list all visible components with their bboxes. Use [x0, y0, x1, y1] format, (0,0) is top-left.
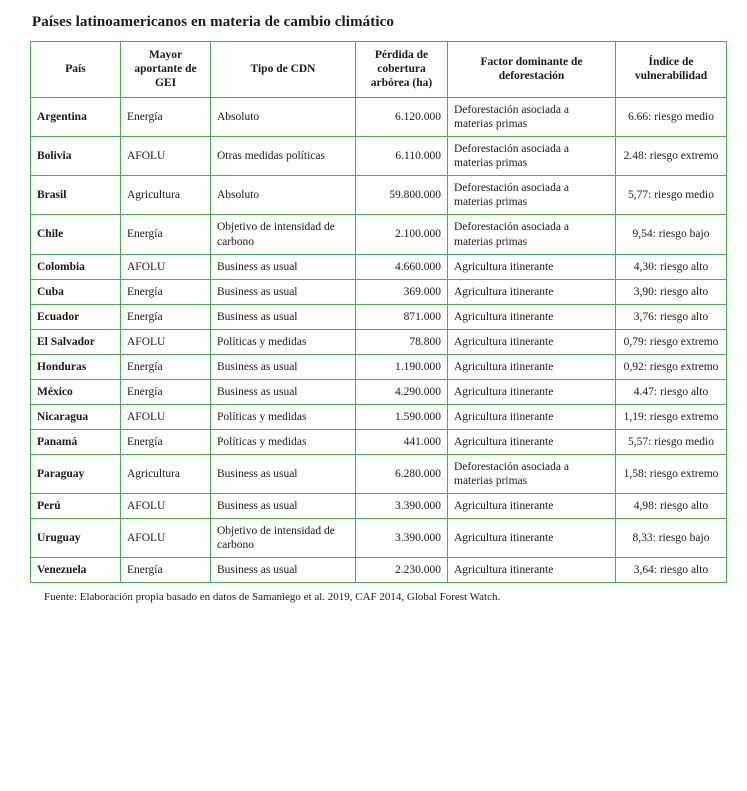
table-row: [31, 137, 727, 176]
table-row: [31, 354, 727, 379]
cell-vulnerability: 0,92: riesgo extremo: [616, 354, 727, 379]
column-header-mayor-aportante-gei: Mayor aportante de GEI: [121, 42, 211, 98]
cell-ghg: AFOLU: [121, 329, 211, 354]
cell-ndc: Absoluto: [211, 176, 356, 215]
cell-deforestation-driver: Agricultura itinerante: [448, 404, 616, 429]
cell-tree-cover-loss: 4.660.000: [356, 254, 448, 279]
cell-vulnerability: 5,57: riesgo medio: [616, 429, 727, 454]
cell-tree-cover-loss: 369.000: [356, 279, 448, 304]
cell-tree-cover-loss: 59.800.000: [356, 176, 448, 215]
cell-ghg: AFOLU: [121, 493, 211, 518]
cell-country: Uruguay: [31, 518, 121, 557]
cell-country: Cuba: [31, 279, 121, 304]
cell-ndc: Business as usual: [211, 557, 356, 582]
cell-country: Honduras: [31, 354, 121, 379]
table-row: [31, 493, 727, 518]
cell-country: Paraguay: [31, 454, 121, 493]
cell-deforestation-driver: Agricultura itinerante: [448, 329, 616, 354]
cell-ndc: Objetivo de intensidad de carbono: [211, 518, 356, 557]
cell-tree-cover-loss: 3.390.000: [356, 518, 448, 557]
cell-ghg: Energía: [121, 215, 211, 254]
cell-ghg: AFOLU: [121, 137, 211, 176]
cell-country: Perú: [31, 493, 121, 518]
cell-country: El Salvador: [31, 329, 121, 354]
cell-tree-cover-loss: 2.230.000: [356, 557, 448, 582]
cell-vulnerability: 2.48: riesgo extremo: [616, 137, 727, 176]
cell-deforestation-driver: Deforestación asociada a materias primas: [448, 215, 616, 254]
cell-deforestation-driver: Agricultura itinerante: [448, 493, 616, 518]
cell-vulnerability: 3,90: riesgo alto: [616, 279, 727, 304]
cell-ndc: Business as usual: [211, 454, 356, 493]
cell-country: México: [31, 379, 121, 404]
cell-tree-cover-loss: 1.190.000: [356, 354, 448, 379]
cell-vulnerability: 5,77: riesgo medio: [616, 176, 727, 215]
cell-deforestation-driver: Agricultura itinerante: [448, 254, 616, 279]
cell-country: Chile: [31, 215, 121, 254]
cell-ghg: Energía: [121, 98, 211, 137]
cell-tree-cover-loss: 4.290.000: [356, 379, 448, 404]
cell-ndc: Políticas y medidas: [211, 329, 356, 354]
cell-ndc: Business as usual: [211, 354, 356, 379]
cell-ndc: Objetivo de intensidad de carbono: [211, 215, 356, 254]
cell-deforestation-driver: Deforestación asociada a materias primas: [448, 98, 616, 137]
cell-deforestation-driver: Agricultura itinerante: [448, 429, 616, 454]
cell-tree-cover-loss: 1.590.000: [356, 404, 448, 429]
cell-ndc: Políticas y medidas: [211, 404, 356, 429]
cell-deforestation-driver: Deforestación asociada a materias primas: [448, 137, 616, 176]
cell-tree-cover-loss: 871.000: [356, 304, 448, 329]
climate-data-table: [30, 41, 727, 583]
cell-vulnerability: 6.66: riesgo medio: [616, 98, 727, 137]
cell-ghg: Agricultura: [121, 454, 211, 493]
cell-deforestation-driver: Agricultura itinerante: [448, 354, 616, 379]
cell-ghg: AFOLU: [121, 254, 211, 279]
cell-ghg: AFOLU: [121, 404, 211, 429]
cell-vulnerability: 3,64: riesgo alto: [616, 557, 727, 582]
table-row: [31, 176, 727, 215]
page-title: Países latinoamericanos en materia de cambio climático: [32, 14, 394, 30]
cell-ndc: Business as usual: [211, 493, 356, 518]
table-row: [31, 454, 727, 493]
table-row: [31, 254, 727, 279]
cell-ndc: Business as usual: [211, 379, 356, 404]
cell-country: Panamá: [31, 429, 121, 454]
cell-deforestation-driver: Agricultura itinerante: [448, 557, 616, 582]
cell-tree-cover-loss: 6.110.000: [356, 137, 448, 176]
cell-tree-cover-loss: 6.280.000: [356, 454, 448, 493]
cell-country: Ecuador: [31, 304, 121, 329]
cell-ghg: Energía: [121, 557, 211, 582]
cell-ndc: Absoluto: [211, 98, 356, 137]
table-row: [31, 329, 727, 354]
cell-deforestation-driver: Deforestación asociada a materias primas: [448, 454, 616, 493]
cell-country: Argentina: [31, 98, 121, 137]
cell-country: Nicaragua: [31, 404, 121, 429]
cell-ghg: Energía: [121, 304, 211, 329]
column-header-tipo-cdn: Tipo de CDN: [211, 42, 356, 98]
table-row: [31, 279, 727, 304]
cell-ndc: Business as usual: [211, 254, 356, 279]
cell-ghg: Energía: [121, 429, 211, 454]
table-row: [31, 429, 727, 454]
table-row: [31, 404, 727, 429]
cell-deforestation-driver: Agricultura itinerante: [448, 304, 616, 329]
table-row: [31, 304, 727, 329]
cell-ghg: Agricultura: [121, 176, 211, 215]
table-header-row: [31, 42, 727, 98]
cell-ndc: Otras medidas políticas: [211, 137, 356, 176]
cell-ndc: Business as usual: [211, 279, 356, 304]
table-row: [31, 98, 727, 137]
cell-vulnerability: 4,98: riesgo alto: [616, 493, 727, 518]
table-row: [31, 215, 727, 254]
cell-vulnerability: 1,58: riesgo extremo: [616, 454, 727, 493]
table-body: [31, 98, 727, 582]
cell-country: Colombia: [31, 254, 121, 279]
cell-tree-cover-loss: 6.120.000: [356, 98, 448, 137]
cell-ghg: Energía: [121, 379, 211, 404]
cell-deforestation-driver: Agricultura itinerante: [448, 279, 616, 304]
cell-tree-cover-loss: 78.800: [356, 329, 448, 354]
table-row: [31, 557, 727, 582]
cell-ghg: Energía: [121, 279, 211, 304]
cell-deforestation-driver: Agricultura itinerante: [448, 518, 616, 557]
cell-ghg: AFOLU: [121, 518, 211, 557]
cell-tree-cover-loss: 441.000: [356, 429, 448, 454]
cell-vulnerability: 3,76: riesgo alto: [616, 304, 727, 329]
cell-tree-cover-loss: 3.390.000: [356, 493, 448, 518]
cell-deforestation-driver: Deforestación asociada a materias primas: [448, 176, 616, 215]
cell-vulnerability: 9,54: riesgo bajo: [616, 215, 727, 254]
column-header-indice-vulnerabilidad: Índice de vulnerabilidad: [616, 42, 727, 98]
cell-vulnerability: 0,79: riesgo extremo: [616, 329, 727, 354]
cell-ndc: Políticas y medidas: [211, 429, 356, 454]
cell-ndc: Business as usual: [211, 304, 356, 329]
table-row: [31, 379, 727, 404]
column-header-perdida-cobertura: Pérdida de cobertura arbórea (ha): [356, 42, 448, 98]
column-header-factor-deforestacion: Factor dominante de deforestación: [448, 42, 616, 98]
cell-ghg: Energía: [121, 354, 211, 379]
cell-vulnerability: 4.47: riesgo alto: [616, 379, 727, 404]
cell-vulnerability: 4,30: riesgo alto: [616, 254, 727, 279]
source-note: Fuente: Elaboración propia basado en datos de Samaniego et al. 2019, CAF 2014, Global Forest Watch.: [44, 590, 501, 603]
table-header: [31, 42, 727, 98]
column-header-pais: País: [31, 42, 121, 98]
cell-country: Brasil: [31, 176, 121, 215]
cell-tree-cover-loss: 2.100.000: [356, 215, 448, 254]
table-row: [31, 518, 727, 557]
cell-country: Venezuela: [31, 557, 121, 582]
cell-deforestation-driver: Agricultura itinerante: [448, 379, 616, 404]
cell-vulnerability: 8,33: riesgo bajo: [616, 518, 727, 557]
cell-country: Bolivia: [31, 137, 121, 176]
cell-vulnerability: 1,19: riesgo extremo: [616, 404, 727, 429]
